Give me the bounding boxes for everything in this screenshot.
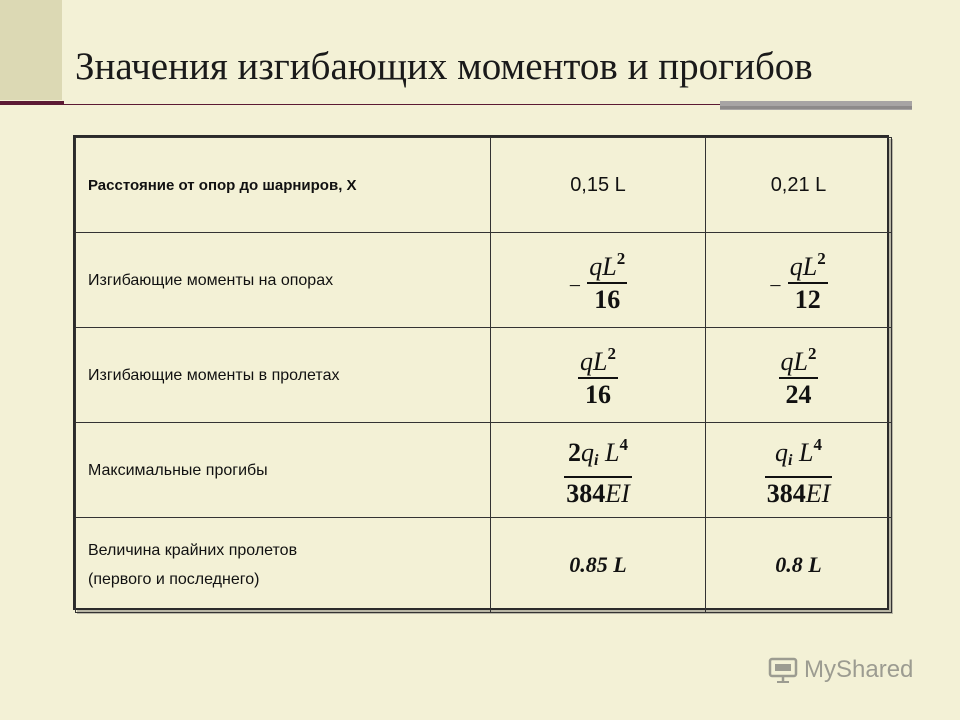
row-label-max-deflections: Максимальные прогибы xyxy=(76,423,491,518)
header-label: Расстояние от опор до шарниров, Х xyxy=(76,138,491,233)
formula-cell xyxy=(491,233,706,328)
fraction-formula: $\frac{qL^2}{16}$ xyxy=(580,344,616,409)
table-header-row xyxy=(76,138,892,233)
title-rule-gray-shade xyxy=(720,106,912,109)
fraction-formula: $\frac{q_i L^4}{384EI}$ xyxy=(766,435,831,508)
fraction-formula: $\frac{qL^2}{24}$ xyxy=(780,344,817,409)
slide-title: Значения изгибающих моментов и прогибов xyxy=(75,45,813,88)
presentation-icon xyxy=(768,657,798,683)
end-span-col1: 0.85 L xyxy=(491,518,706,613)
formula-cell xyxy=(706,328,892,423)
header-col1: 0,15 L xyxy=(491,138,706,233)
values-table xyxy=(73,135,889,610)
title-rule-accent xyxy=(0,101,64,105)
table-row xyxy=(76,328,892,423)
watermark-text: MyShared xyxy=(804,656,914,683)
title-underline xyxy=(64,104,720,105)
formula-cell xyxy=(491,328,706,423)
row-label-end-spans: Величина крайних пролетов (первого и последнего) xyxy=(76,518,491,613)
title-accent-block xyxy=(0,0,62,100)
table-row xyxy=(76,423,892,518)
watermark xyxy=(768,656,913,684)
formula-cell xyxy=(706,233,892,328)
formula-cell xyxy=(706,423,892,518)
header-col2: 0,21 L xyxy=(706,138,892,233)
fraction-formula: − $\frac{qL^2}{16}$ xyxy=(568,249,626,314)
fraction-formula: $\frac{2q_i L^4}{384EI}$ xyxy=(566,435,630,508)
formula-cell xyxy=(491,423,706,518)
table-row xyxy=(76,518,892,613)
row-label-support-moments: Изгибающие моменты на опорах xyxy=(76,233,491,328)
end-span-col2: 0.8 L xyxy=(706,518,892,613)
fraction-formula: − $\frac{qL^2}{12}$ xyxy=(769,249,826,314)
row-label-span-moments: Изгибающие моменты в пролетах xyxy=(76,328,491,423)
table-row xyxy=(76,233,892,328)
